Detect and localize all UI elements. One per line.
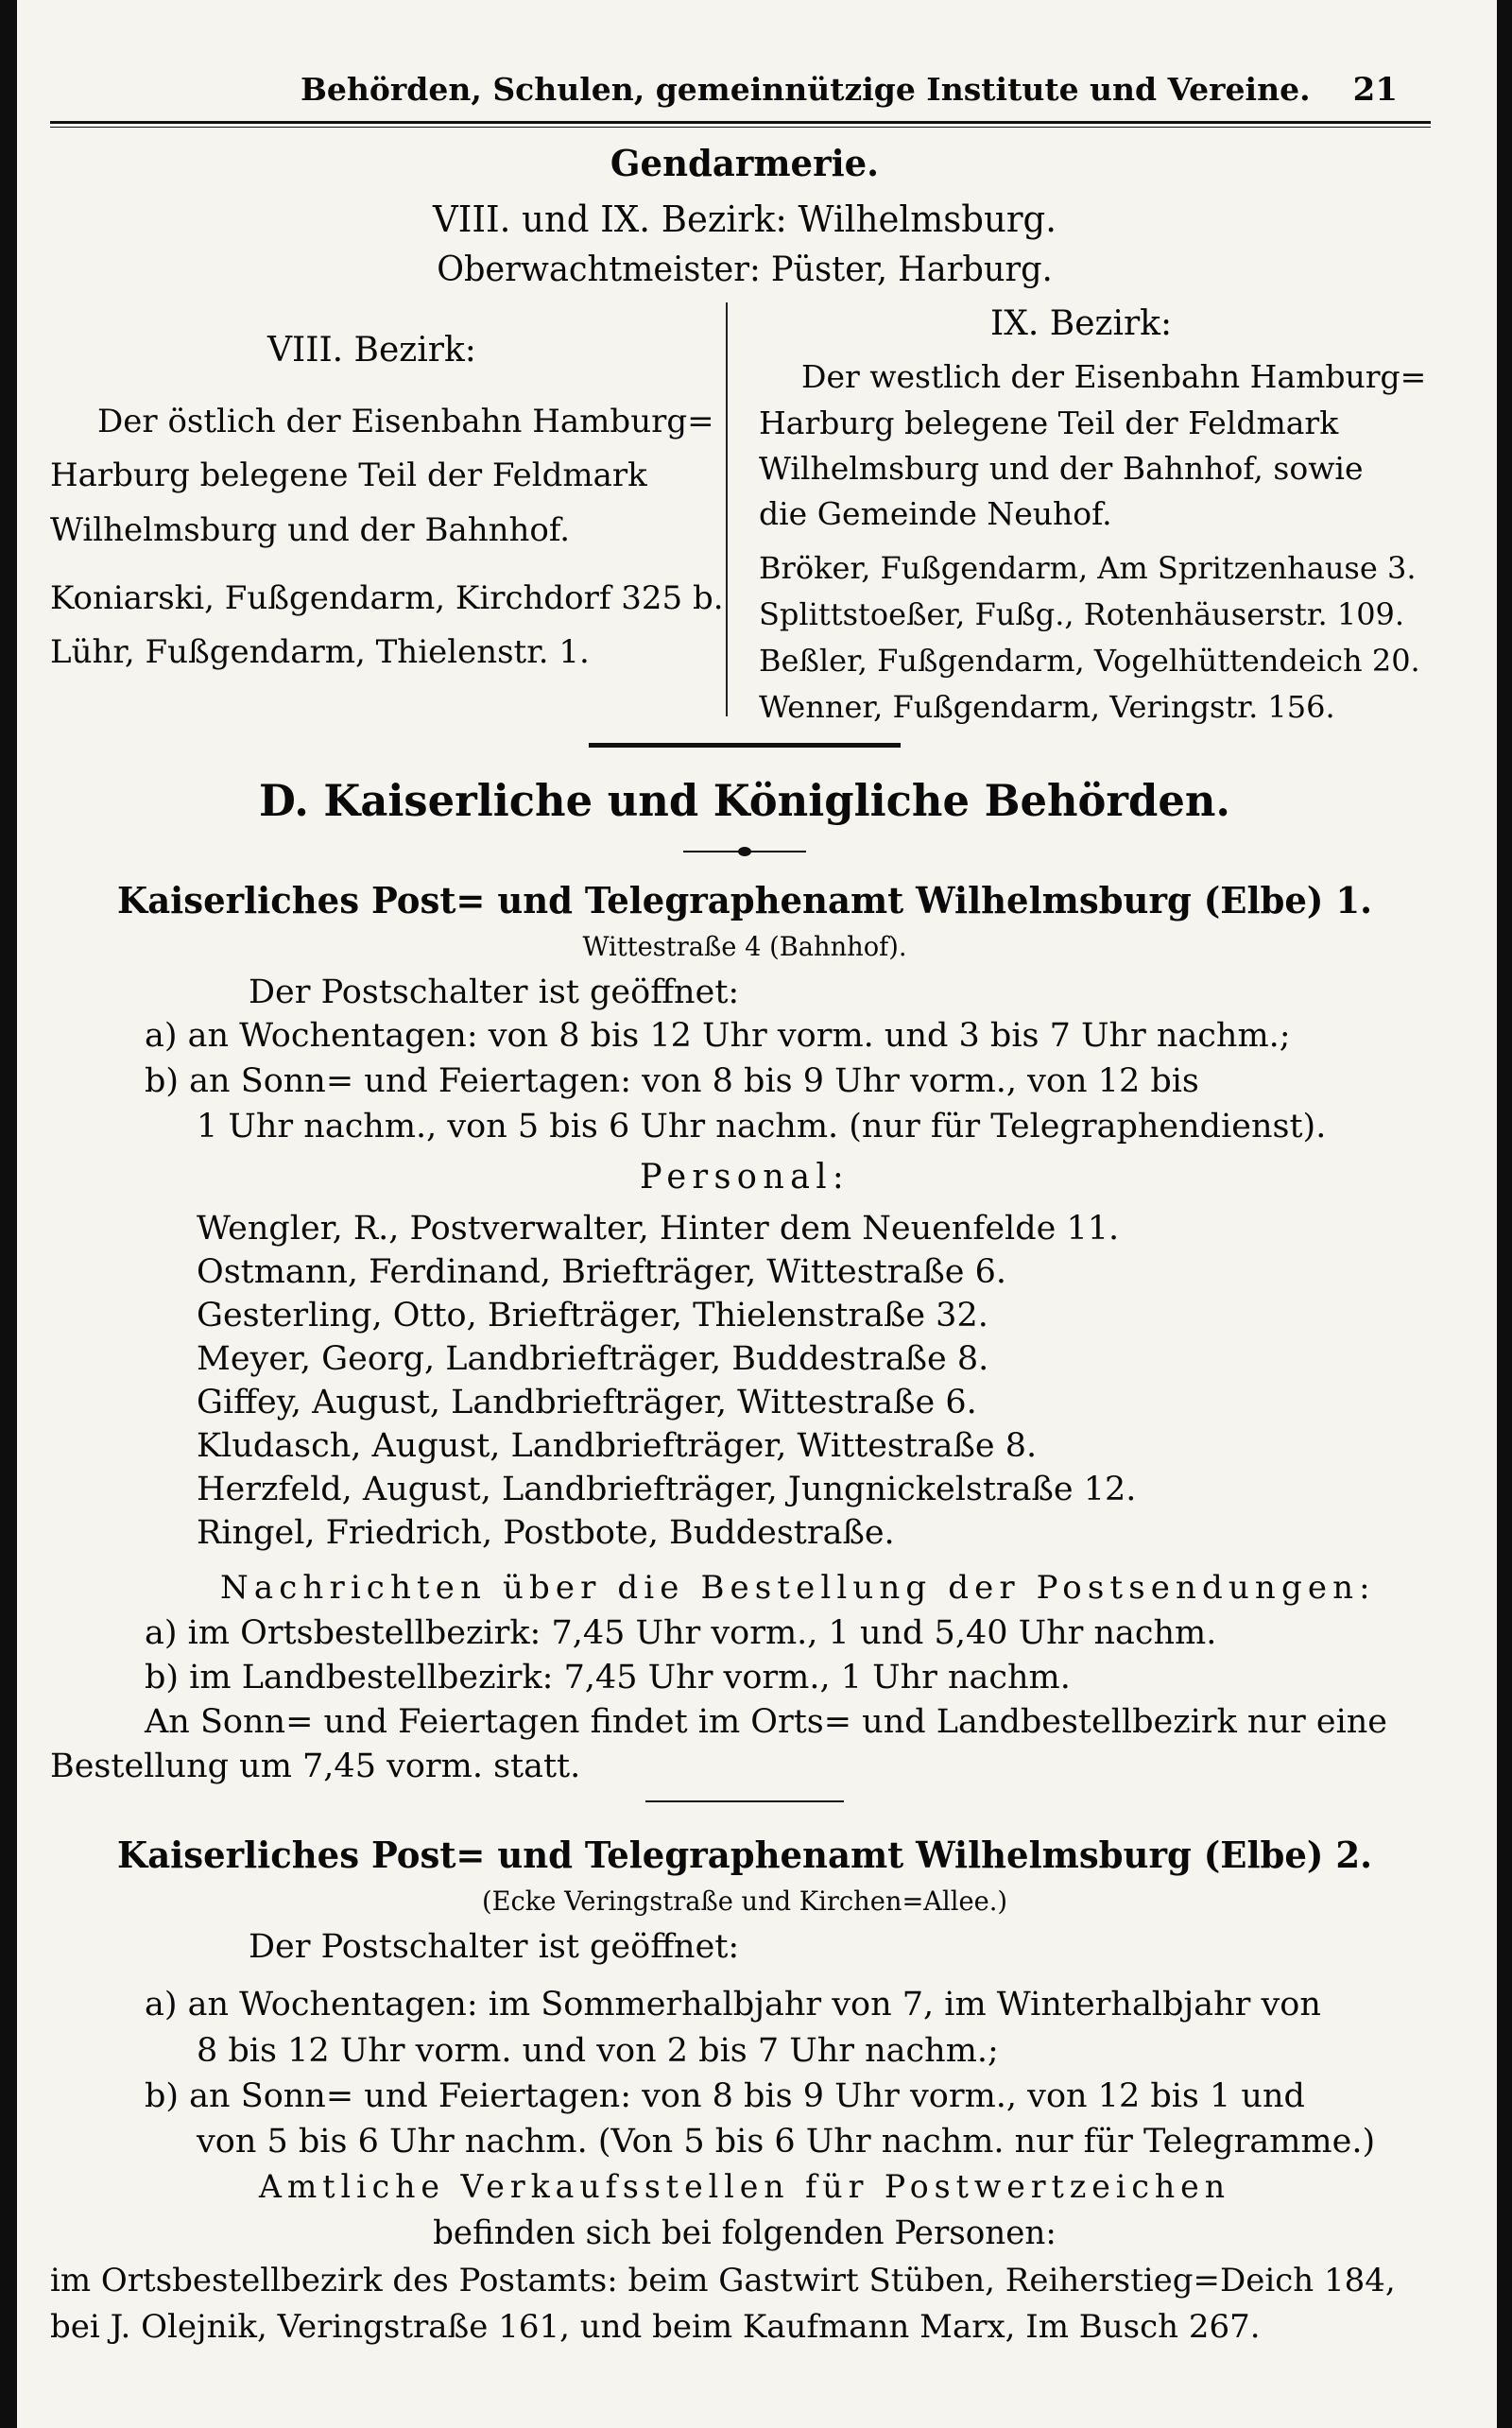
- post1-delivery-heading: Nachrichten über die Bestellung der Postsendungen:: [220, 1569, 1376, 1607]
- post1-delivery-note-cont: Bestellung um 7,45 vorm. statt.: [50, 1748, 581, 1785]
- header-rule-thin: [50, 127, 1431, 128]
- post1-person-6: Kludasch, August, Landbriefträger, Wittestraße 8.: [197, 1427, 1038, 1465]
- district-viii-desc-2: Harburg belegene Teil der Feldmark: [50, 456, 647, 494]
- district-viii-desc-1: Der östlich der Eisenbahn Hamburg=: [97, 403, 714, 440]
- post2-sales-heading: Amtliche Verkaufsstellen für Postwertzeichen: [259, 2168, 1230, 2206]
- district-ix-desc-2: Harburg belegene Teil der Feldmark: [759, 405, 1339, 441]
- post2-sales-line-1: im Ortsbestellbezirk des Postamts: beim Gastwirt Stüben, Reiherstieg=Deich 184,: [50, 2262, 1396, 2299]
- district-ix-person-4: Wenner, Fußgendarm, Veringstr. 156.: [759, 689, 1335, 725]
- post2-sales-sub: befinden sich bei folgenden Personen:: [433, 2214, 1057, 2252]
- page-number: 21: [1352, 71, 1398, 109]
- district-ix-heading: IX. Bezirk:: [990, 304, 1173, 343]
- post2-title: Kaiserliches Post= und Telegraphenamt Wilhelmsburg (Elbe) 2.: [117, 1834, 1372, 1876]
- post1-hours-a: a) an Wochentagen: von 8 bis 12 Uhr vorm. und 3 bis 7 Uhr nachm.;: [145, 1017, 1291, 1055]
- gendarmerie-chief: Oberwachtmeister: Püster, Harburg.: [437, 250, 1053, 289]
- district-viii-person-1: Koniarski, Fußgendarm, Kirchdorf 325 b.: [50, 579, 724, 617]
- post1-person-7: Herzfeld, August, Landbriefträger, Jungnickelstraße 12.: [197, 1471, 1137, 1508]
- page: [17, 0, 1497, 2428]
- post2-open-intro: Der Postschalter ist geöffnet:: [249, 1928, 740, 1966]
- post2-hours-b-cont: von 5 bis 6 Uhr nachm. (Von 5 bis 6 Uhr nachm. nur für Telegramme.): [197, 2123, 1376, 2161]
- post1-person-5: Giffey, August, Landbriefträger, Wittestraße 6.: [197, 1384, 977, 1421]
- district-ix-person-3: Beßler, Fußgendarm, Vogelhüttendeich 20.: [759, 643, 1420, 679]
- post2-address: (Ecke Veringstraße und Kirchen=Allee.): [481, 1886, 1008, 1917]
- section-rule-thin: [645, 1800, 844, 1802]
- district-ix-desc-3: Wilhelmsburg und der Bahnhof, sowie: [759, 450, 1364, 487]
- post2-hours-a-cont: 8 bis 12 Uhr vorm. und von 2 bis 7 Uhr nachm.;: [197, 2032, 999, 2070]
- gendarmerie-title: Gendarmerie.: [610, 142, 880, 184]
- post2-sales-line-2: bei J. Olejnik, Veringstraße 161, und beim Kaufmann Marx, Im Busch 267.: [50, 2308, 1261, 2346]
- ornament-divider: [683, 845, 806, 858]
- district-ix-person-1: Bröker, Fußgendarm, Am Spritzenhause 3.: [759, 550, 1417, 586]
- post1-delivery-note: An Sonn= und Feiertagen findet im Orts= und Landbestellbezirk nur eine: [145, 1703, 1388, 1741]
- post1-personal-heading: Personal:: [640, 1158, 850, 1197]
- running-title: Behörden, Schulen, gemeinnützige Institute und Vereine.: [301, 71, 1311, 108]
- section-rule: [589, 743, 901, 748]
- district-viii-heading: VIII. Bezirk:: [267, 331, 476, 370]
- post1-hours-b: b) an Sonn= und Feiertagen: von 8 bis 9 Uhr vorm., von 12 bis: [145, 1062, 1199, 1100]
- post1-delivery-b: b) im Landbestellbezirk: 7,45 Uhr vorm., 1 Uhr nachm.: [145, 1659, 1071, 1696]
- district-viii-person-2: Lühr, Fußgendarm, Thielenstr. 1.: [50, 633, 590, 671]
- district-ix-desc-1: Der westlich der Eisenbahn Hamburg=: [801, 358, 1427, 395]
- post1-person-2: Ostmann, Ferdinand, Briefträger, Wittestraße 6.: [197, 1253, 1006, 1291]
- post2-hours-a: a) an Wochentagen: im Sommerhalbjahr von 7, im Winterhalbjahr von: [145, 1986, 1321, 2023]
- post1-open-intro: Der Postschalter ist geöffnet:: [249, 973, 740, 1011]
- post1-person-1: Wengler, R., Postverwalter, Hinter dem Neuenfelde 11.: [197, 1210, 1120, 1248]
- post1-address: Wittestraße 4 (Bahnhof).: [582, 931, 907, 962]
- post1-person-8: Ringel, Friedrich, Postbote, Buddestraße.: [197, 1514, 895, 1552]
- district-ix-person-2: Splittstoeßer, Fußg., Rotenhäuserstr. 109.: [759, 596, 1405, 632]
- post1-person-3: Gesterling, Otto, Briefträger, Thielenstraße 32.: [197, 1297, 988, 1335]
- post1-person-4: Meyer, Georg, Landbriefträger, Buddestraße 8.: [197, 1340, 989, 1378]
- post1-delivery-a: a) im Ortsbestellbezirk: 7,45 Uhr vorm., 1 und 5,40 Uhr nachm.: [145, 1614, 1217, 1652]
- post2-hours-b: b) an Sonn= und Feiertagen: von 8 bis 9 Uhr vorm., von 12 bis 1 und: [145, 2077, 1305, 2115]
- district-ix-desc-4: die Gemeinde Neuhof.: [759, 495, 1112, 532]
- section-d-title: D. Kaiserliche und Königliche Behörden.: [258, 775, 1231, 826]
- district-viii-desc-3: Wilhelmsburg und der Bahnhof.: [50, 511, 571, 549]
- column-divider: [726, 302, 728, 716]
- post1-hours-b-cont: 1 Uhr nachm., von 5 bis 6 Uhr nachm. (nur für Telegraphendienst).: [197, 1108, 1327, 1145]
- header-rule: [50, 121, 1431, 124]
- gendarmerie-districts: VIII. und IX. Bezirk: Wilhelmsburg.: [433, 198, 1057, 240]
- post1-title: Kaiserliches Post= und Telegraphenamt Wilhelmsburg (Elbe) 1.: [117, 879, 1372, 921]
